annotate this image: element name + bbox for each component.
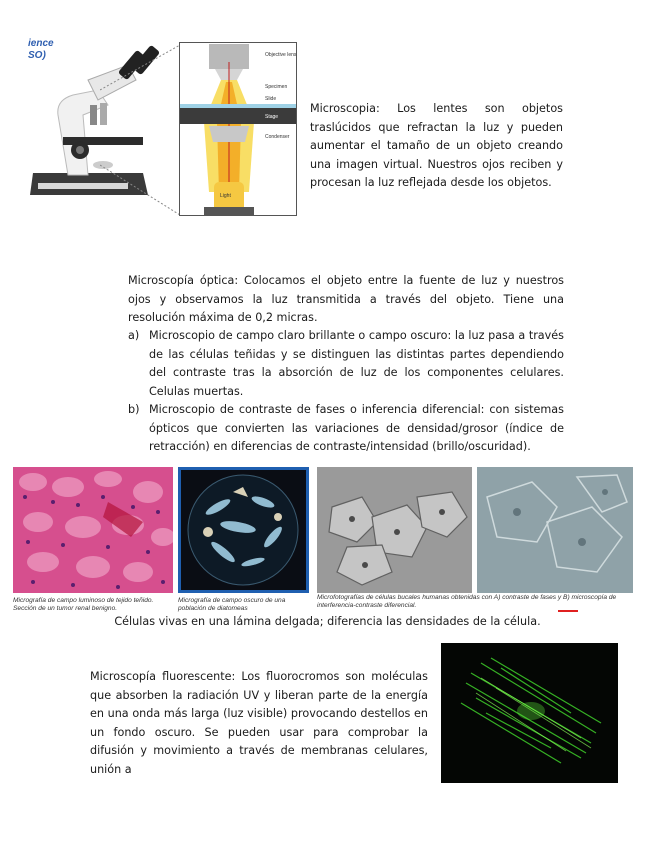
optical-microscopy-paragraph: Microscopía óptica: Colocamos el objeto entre la fuente de luz y nuestros ojos y observamos la luz transmitida a través del objeto. Tiene una resolución máxima de 0,2 micras. [128, 274, 564, 325]
optical-path-diagram [179, 42, 297, 216]
label-stage: Stage [265, 114, 279, 120]
diatom-micrograph [178, 467, 309, 593]
label-specimen: Specimen [265, 84, 288, 90]
list-marker-a: a) [128, 329, 140, 342]
caption-buccal: Microfotografías de células bucales humanas obtenidas con A) contraste de fases y B) microscopía de interferencia-contraste diferencial. [317, 594, 617, 609]
caption-tissue: Micrografía de campo luminoso de tejido teñido. Sección de un tumor renal benigno. [13, 597, 154, 612]
logo-line-1: ience [28, 38, 54, 49]
fluorescence-paragraph: Microscopía fluorescente: Los fluorocromos son moléculas que absorben la radiación UV y liberan parte de la energía en una onda más larga (luz visible) provocando destellos en un fondo oscuro. Se pueden usar para comprobar la difusión y movimiento a través de membranas celulares, unión a [90, 670, 428, 776]
label-objective: Objective lens [265, 52, 297, 58]
microscopy-paragraph: Microscopia: Los lentes son objetos traslúcidos que refractan la luz y pueden aumentar el tamaño de un objeto creando una imagen virtual. Nuestros ojos reciben y procesan la luz reflejada desde los objetos. [310, 102, 563, 190]
list-text-b: Microscopio de contraste de fases o inferencia diferencial: con sistemas ópticos que convierten las variaciones de densidad/grosor (índice de retracción) en diferencias de contraste/intensidad (brillo/oscuridad). [149, 403, 564, 454]
dic-micrograph [477, 467, 633, 593]
red-scale-bar [558, 610, 578, 612]
zoom-guide-lines [100, 40, 185, 220]
label-condenser: Condenser [265, 134, 290, 140]
fluorescence-micrograph [441, 643, 618, 783]
label-light: Light [220, 193, 231, 199]
logo-line-2: SO) [28, 50, 46, 61]
live-cells-note: Células vivas en una lámina delgada; diferencia las densidades de la célula. [114, 615, 541, 628]
tissue-micrograph [13, 467, 173, 593]
label-slide: Slide [265, 96, 277, 102]
caption-diatoms: Micrografía de campo oscuro de una población de diatomeas [178, 597, 286, 612]
list-text-a: Microscopio de campo claro brillante o campo oscuro: la luz pasa a través de las células teñidas y se distinguen las distintas partes dependiendo del contraste tras la absorción de luz de los componentes celulares. Celulas muertas. [149, 329, 564, 398]
list-item-b [128, 401, 564, 457]
phase-contrast-micrograph [317, 467, 472, 593]
list-item-a [128, 327, 564, 401]
list-marker-b: b) [128, 403, 140, 416]
